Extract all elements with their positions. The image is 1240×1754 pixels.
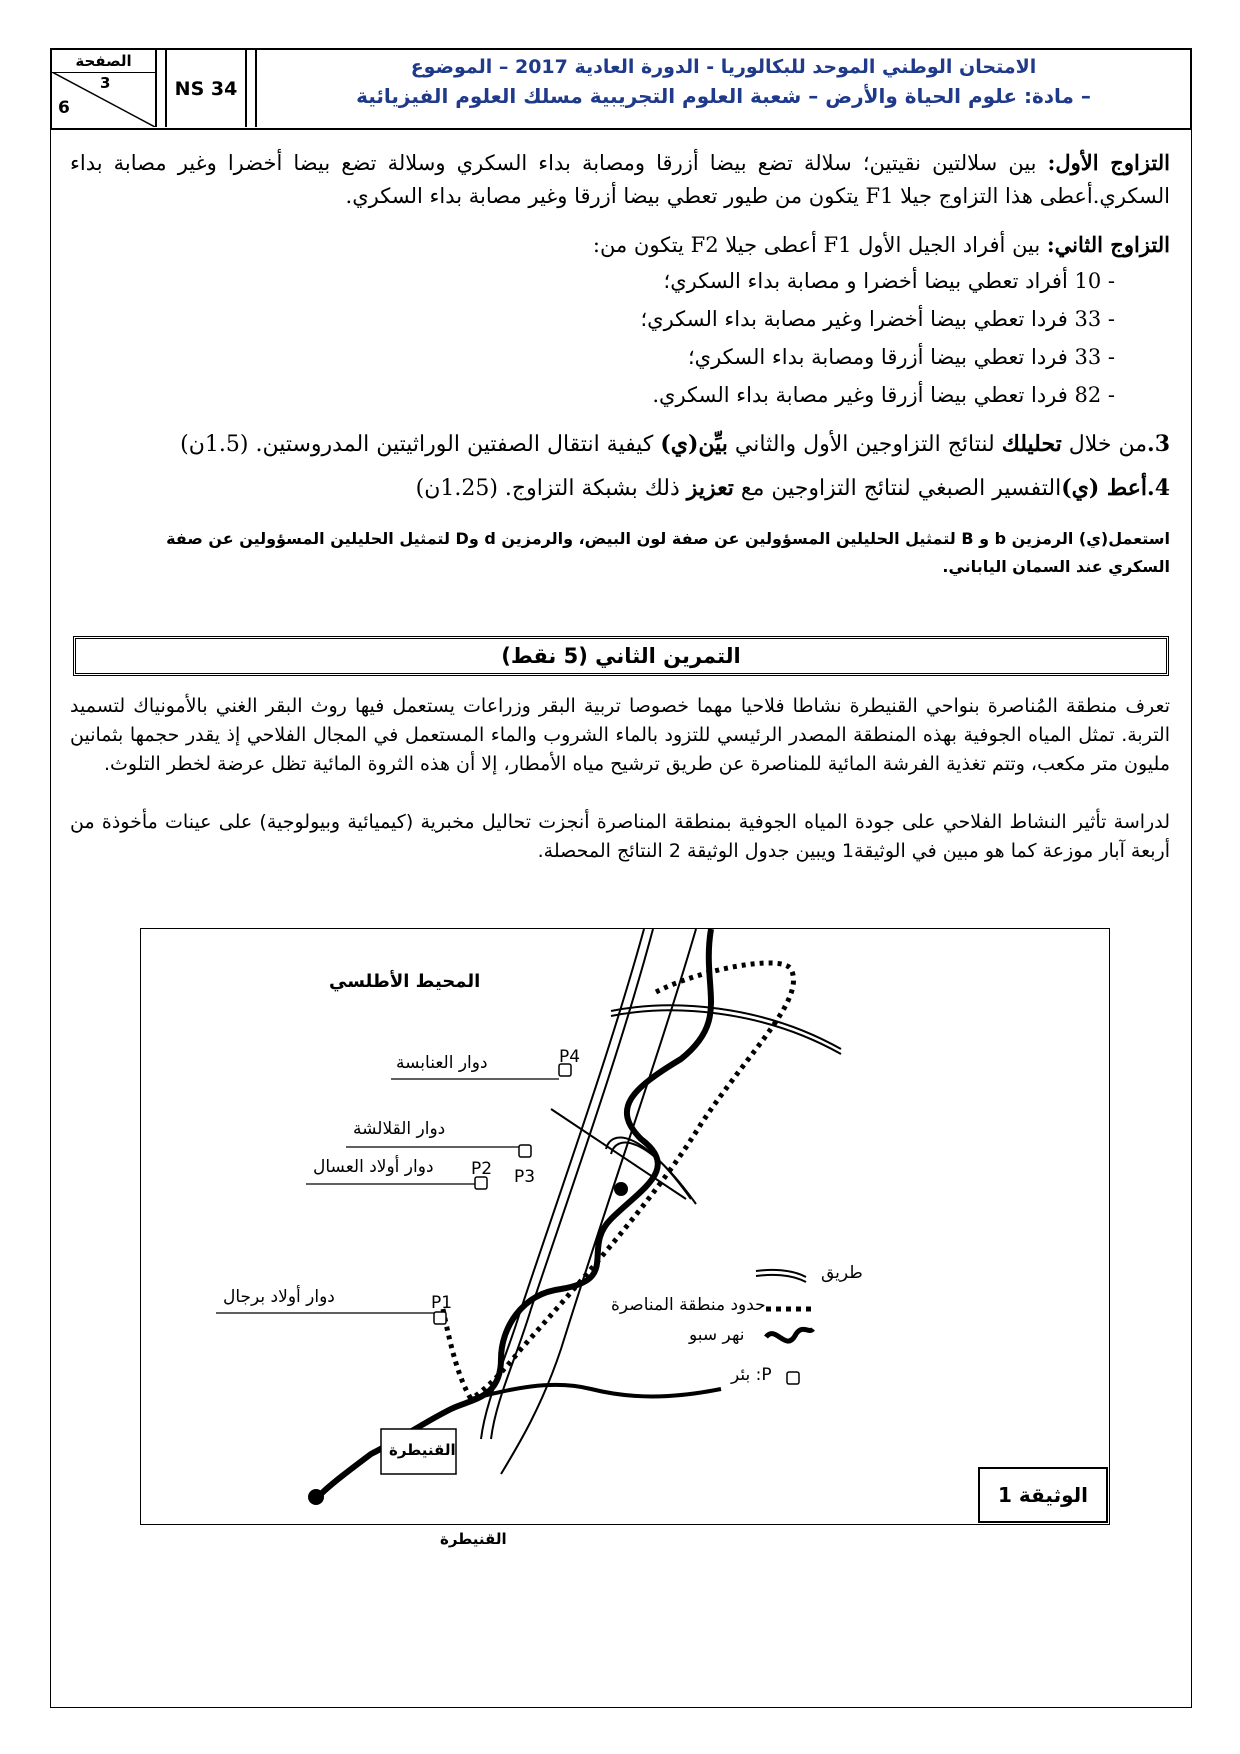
f2-result-item: - 33 فردا تعطي بيضا أزرقا ومصابة بداء السكري؛ xyxy=(687,345,1115,369)
question-3 xyxy=(70,428,1170,461)
q4-text-a: التفسير الصبغي لنتائج التزاوجين مع xyxy=(733,476,1062,501)
exercise2-title-box xyxy=(73,636,1169,676)
pointer-lines xyxy=(216,1079,559,1313)
river-branch xyxy=(471,1385,721,1399)
cross2-paragraph xyxy=(70,228,1170,262)
exercise2-intro: تعرف منطقة المُناصرة بنواحي القنيطرة نشاطا فلاحيا مهما خصوصا تربية البقر وزراعات يستعمل فيها روث البقر الغني بالأمونياك لتسميد التربة. تمثل المياه الجوفية بهذه المنطقة المصدر الرئيسي للتزود بالماء الشروب والماء المستعمل في المجال الفلاحي إذ يقدر حجمها بثمانين مليون متر مكعب، وتتم تغذية الفرشة المائية للمناصرة عن طريق ترشيح مياه الأمطار، إلا أن هذه الثروة المائية تظل عرضة لخطر التلوث. xyxy=(70,695,1170,775)
q3-keyword-2: بيِّن(ي) xyxy=(660,431,728,457)
document1-label: الوثيقة 1 xyxy=(998,1483,1088,1507)
wells xyxy=(434,1064,571,1324)
exercise2-study: لدراسة تأثير النشاط الفلاحي على جودة المياه الجوفية بمنطقة المناصرة أنجزت تحاليل مخبرية (كيميائية وبيولوجية) على عينات مأخوذة من أربعة آبار موزعة كما هو مبين في الوثيقة1 ويبين جدول الوثيقة 2 النتائج المحصلة. xyxy=(70,811,1170,862)
exercise2-title: التمرين الثاني (5 نقط) xyxy=(501,644,741,668)
well-label: P3 xyxy=(514,1167,536,1187)
q3-text-c: كيفية انتقال الصفتين الوراثيتين المدروستين. (1.5ن) xyxy=(180,432,661,457)
exam-title-line1: الامتحان الوطني الموحد للبكالوريا - الدورة العادية 2017 – الموضوع xyxy=(410,56,1037,78)
river-sebou xyxy=(321,929,711,1494)
exam-title xyxy=(257,50,1190,127)
village-label: دوار أولاد برجال xyxy=(223,1287,335,1307)
q3-number: 3. xyxy=(1147,431,1170,457)
q4-keyword-1: أعط (ي) xyxy=(1061,475,1148,501)
well-label: P1 xyxy=(431,1293,453,1313)
cross1-text: بين سلالتين نقيتين؛ سلالة تضع بيضا أزرقا ومصابة بداء السكري وسلالة تضع بيضا أخضرا وغير مصابة بداء السكري.أعطى هذا التزاوج جيلا F1 يتكون من طيور تعطي بيضا أزرقا وغير مصابة بداء السكري. xyxy=(70,151,1170,208)
map-drawing xyxy=(141,929,1109,1524)
page-number: 3 xyxy=(100,74,111,92)
exam-code: NS 34 xyxy=(167,50,247,127)
well-p3-icon xyxy=(519,1145,531,1157)
cross2-title: التزاوج الثاني: xyxy=(1046,232,1170,257)
f2-result-item: - 10 أفراد تعطي بيضا أخضرا و مصابة بداء السكري؛ xyxy=(663,269,1115,293)
exam-title-line2: – مادة: علوم الحياة والأرض – شعبة العلوم التجريبية مسلك العلوم الفيزيائية xyxy=(356,84,1091,108)
cross1-paragraph xyxy=(70,146,1170,213)
exam-header xyxy=(50,48,1192,130)
q4-number: 4. xyxy=(1147,475,1170,501)
cross1-title: التزاوج الأول: xyxy=(1047,150,1170,175)
legend-well: P: بئر xyxy=(731,1365,772,1385)
q3-keyword-1: تحليلك xyxy=(1001,431,1062,457)
junction-point xyxy=(614,1182,628,1196)
well-label: P4 xyxy=(559,1047,581,1067)
f2-result-item: - 82 فردا تعطي بيضا أزرقا وغير مصابة بداء السكري. xyxy=(652,383,1115,407)
legend-road: طريق xyxy=(821,1263,863,1283)
f2-result-item: - 33 فردا تعطي بيضا أخضرا وغير مصابة بداء السكري؛ xyxy=(640,307,1115,331)
legend-river: نهر سبو xyxy=(689,1325,745,1345)
symbols-note: استعمل(ي) الرمزين b و B لتمثيل الحليلين المسؤولين عن صفة لون البيض، والرمزين d وD لتمثيل الحليلين المسؤولين عن صفة السكري عند السمان الياباني. xyxy=(166,529,1170,576)
page-total: 6 xyxy=(58,98,70,118)
document1-label-box xyxy=(978,1467,1108,1523)
q3-text-a: من خلال xyxy=(1061,432,1148,457)
legend-boundary: حدود منطقة المناصرة xyxy=(611,1295,766,1315)
village-label: دوار أولاد العسال xyxy=(313,1157,434,1177)
document1-map xyxy=(140,928,1110,1525)
q3-text-b: لنتائج التزاوجين الأول والثاني xyxy=(727,432,1002,457)
map-caption: القنيطرة xyxy=(440,1530,507,1548)
cross2-text: بين أفراد الجيل الأول F1 أعطى جيلا F2 يتكون من: xyxy=(592,233,1047,257)
river-mouth-point xyxy=(308,1489,324,1505)
f2-results-list xyxy=(70,262,1115,414)
city-label: القنيطرة xyxy=(389,1441,456,1459)
village-label: دوار القلالشة xyxy=(353,1119,446,1139)
ocean-label: المحيط الأطلسي xyxy=(329,971,481,992)
page-indicator xyxy=(52,50,157,127)
page-label: الصفحة xyxy=(75,52,132,70)
village-label: دوار العنابسة xyxy=(396,1053,488,1073)
zone-boundary-west xyxy=(443,1309,471,1399)
q4-text-b: ذلك بشبكة التزاوج. (1.25ن) xyxy=(415,476,687,501)
well-label: P2 xyxy=(471,1159,493,1179)
question-4 xyxy=(70,472,1170,505)
q4-keyword-2: تعزيز xyxy=(686,475,734,501)
well-p1-icon xyxy=(434,1312,446,1324)
